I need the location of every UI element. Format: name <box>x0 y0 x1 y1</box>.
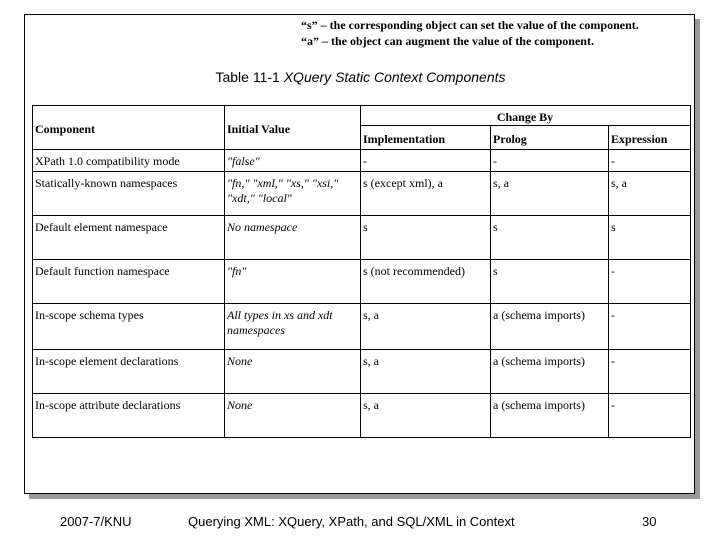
cell-initial: All types in xs and xdt namespaces <box>225 304 361 350</box>
legend-line-s: “s” – the corresponding object can set the value of the component. <box>301 18 639 32</box>
cell-prolog: a (schema imports) <box>491 304 609 350</box>
cell-expression: - <box>609 304 691 350</box>
header-row-1 <box>33 106 691 126</box>
cell-initial: No namespace <box>225 216 361 260</box>
cell-expression: s <box>609 216 691 260</box>
table-row <box>33 172 691 216</box>
cell-implementation: s, a <box>361 394 491 438</box>
footer-left: 2007-7/KNU <box>60 514 132 529</box>
cell-initial: "fn," "xml," "xs," "xsi," "xdt," "local" <box>225 172 361 216</box>
table-row <box>33 260 691 304</box>
table-row <box>33 394 691 438</box>
cell-initial: None <box>225 350 361 394</box>
table-caption <box>25 68 696 86</box>
cell-initial: None <box>225 394 361 438</box>
cell-prolog: - <box>491 150 609 172</box>
table-row <box>33 350 691 394</box>
cell-prolog: a (schema imports) <box>491 394 609 438</box>
cell-implementation: s (except xml), a <box>361 172 491 216</box>
cell-initial: "fn" <box>225 260 361 304</box>
cell-prolog: s <box>491 216 609 260</box>
cell-implementation: s <box>361 216 491 260</box>
cell-expression: - <box>609 150 691 172</box>
cell-implementation: s, a <box>361 304 491 350</box>
page-number: 30 <box>642 514 657 529</box>
cell-implementation: s (not recommended) <box>361 260 491 304</box>
header-component: Component <box>33 106 225 150</box>
cell-component: XPath 1.0 compatibility mode <box>33 150 225 172</box>
cell-prolog: s <box>491 260 609 304</box>
cell-expression: - <box>609 394 691 438</box>
table-row <box>33 216 691 260</box>
cell-component: In-scope schema types <box>33 304 225 350</box>
cell-component: In-scope element declarations <box>33 350 225 394</box>
cell-component: Default function namespace <box>33 260 225 304</box>
cell-component: In-scope attribute declarations <box>33 394 225 438</box>
table-row <box>33 150 691 172</box>
cell-implementation: - <box>361 150 491 172</box>
cell-implementation: s, a <box>361 350 491 394</box>
cell-expression: - <box>609 350 691 394</box>
cell-prolog: a (schema imports) <box>491 350 609 394</box>
legend-line-a: “a” – the object can augment the value of the component. <box>301 34 594 48</box>
cell-initial: "false" <box>225 150 361 172</box>
header-expression: Expression <box>609 126 691 150</box>
static-context-table <box>32 105 691 438</box>
cell-prolog: s, a <box>491 172 609 216</box>
header-implementation: Implementation <box>361 126 491 150</box>
header-initial-value: Initial Value <box>225 106 361 150</box>
header-prolog: Prolog <box>491 126 609 150</box>
cell-expression: - <box>609 260 691 304</box>
slide-frame <box>24 14 695 494</box>
table-title: XQuery Static Context Components <box>283 69 506 85</box>
footer-title: Querying XML: XQuery, XPath, and SQL/XML in Context <box>188 514 515 529</box>
legend <box>301 17 696 49</box>
cell-component: Default element namespace <box>33 216 225 260</box>
cell-expression: s, a <box>609 172 691 216</box>
header-change-by: Change By <box>361 106 691 126</box>
cell-component: Statically-known namespaces <box>33 172 225 216</box>
table-row <box>33 304 691 350</box>
table-number: Table 11-1 <box>215 69 280 85</box>
